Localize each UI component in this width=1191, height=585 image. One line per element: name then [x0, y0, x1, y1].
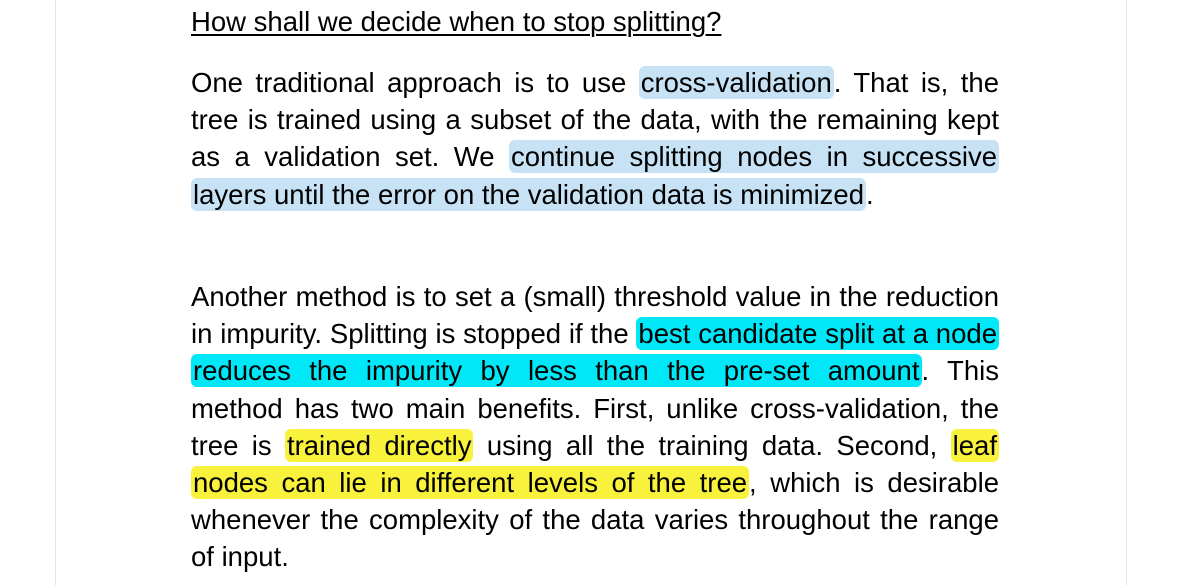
paragraph-text: . That is, the tree is trained using a subset of the data, with the remaining kept as a validation set. We — [191, 67, 999, 173]
page-right-border — [1126, 0, 1127, 585]
paragraph-text: Another method is to set a (small) threshold value in the reduction in impurity. Splitting is stopped if the — [191, 281, 999, 350]
paragraph-cross-validation — [191, 64, 999, 213]
paragraph-text: . This method has two main benefits. First, unlike cross-validation, the tree is — [191, 355, 999, 461]
page-left-border — [55, 0, 56, 585]
highlight-yellow: trained directly — [286, 429, 472, 461]
paragraph-text: . — [866, 178, 874, 210]
highlight-blue: cross-validation — [640, 67, 832, 98]
paragraph-text: using all the training data. Second, — [473, 429, 951, 461]
section-heading: How shall we decide when to stop splitting? — [191, 6, 722, 37]
highlight-yellow: leaf nodes can lie in different levels of the tree — [193, 429, 997, 499]
paragraph-threshold-method — [191, 278, 999, 576]
highlight-blue: continue splitting nodes in successive layers until the error on the validation data is minimized — [193, 141, 997, 210]
paragraph-text: One traditional approach is to use — [191, 67, 639, 98]
paragraph-text: , which is desirable whenever the complexity of the data varies throughout the range of input. — [191, 467, 1000, 573]
highlight-cyan: best candidate split at a node reduces the impurity by less than the pre-set amount — [193, 318, 997, 387]
